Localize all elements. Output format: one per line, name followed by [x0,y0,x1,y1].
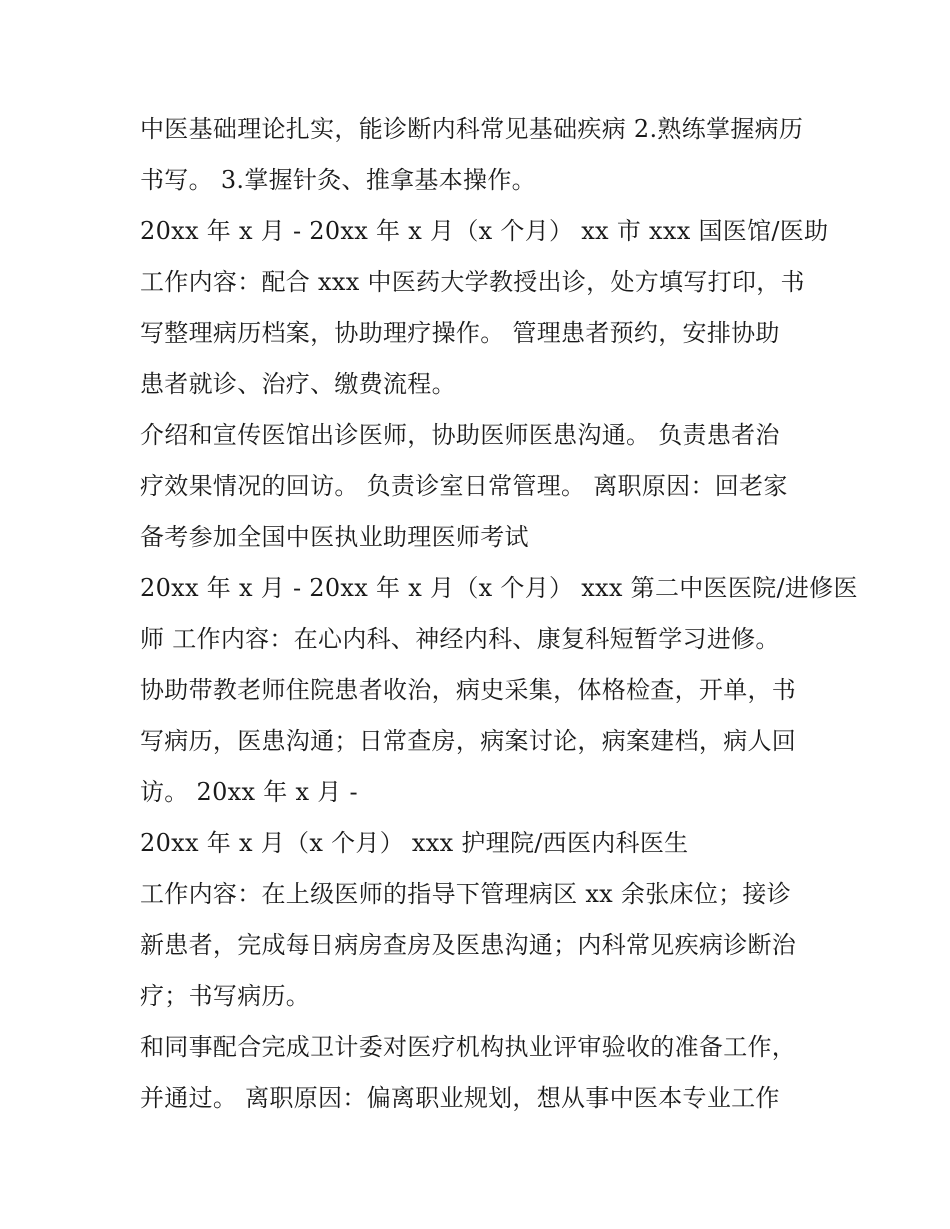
text-line: 备考参加全国中医执业助理医师考试 [140,523,529,551]
text-line: 中医基础理论扎实，能诊断内科常见基础疾病 2.熟练掌握病历 [140,115,804,143]
text-line: 患者就诊、治疗、缴费流程。 [140,370,456,398]
text-line: 师 工作内容：在心内科、神经内科、康复科短暂学习进修。 [140,625,780,653]
resume-work-experience-text [140,104,858,1124]
text-line: 疗效果情况的回访。 负责诊室日常管理。 离职原因：回老家 [140,472,788,500]
text-line: 书写。 3.掌握针灸、推拿基本操作。 [140,166,536,194]
text-line: 工作内容：配合 xxx 中医药大学教授出诊，处方填写打印，书 [140,268,805,296]
text-line: 并通过。 离职原因：偏离职业规划，想从事中医本专业工作 [140,1084,780,1112]
text-line: 和同事配合完成卫计委对医疗机构执业评审验收的准备工作， [140,1033,797,1061]
text-line: 协助带教老师住院患者收治，病史采集，体格检查，开单，书 [140,676,797,704]
text-line: 写病历，医患沟通；日常查房，病案讨论，病案建档，病人回 [140,727,797,755]
text-line: 20xx 年 x 月（x 个月） xxx 护理院/西医内科医生 [140,829,689,857]
text-line: 疗；书写病历。 [140,982,311,1010]
text-line: 访。 20xx 年 x 月 - [140,778,358,806]
text-line: 工作内容：在上级医师的指导下管理病区 xx 余张床位；接诊 [140,880,792,908]
text-line: 新患者，完成每日病房查房及医患沟通；内科常见疾病诊断治 [140,931,797,959]
text-line: 介绍和宣传医馆出诊医师，协助医师医患沟通。 负责患者治 [140,421,780,449]
text-line: 20xx 年 x 月 - 20xx 年 x 月（x 个月） xx 市 xxx 国医馆/医助 [140,217,829,245]
text-line: 20xx 年 x 月 - 20xx 年 x 月（x 个月） xxx 第二中医医院/进修医 [140,574,858,602]
text-line: 写整理病历档案，协助理疗操作。 管理患者预约，安排协助 [140,319,780,347]
